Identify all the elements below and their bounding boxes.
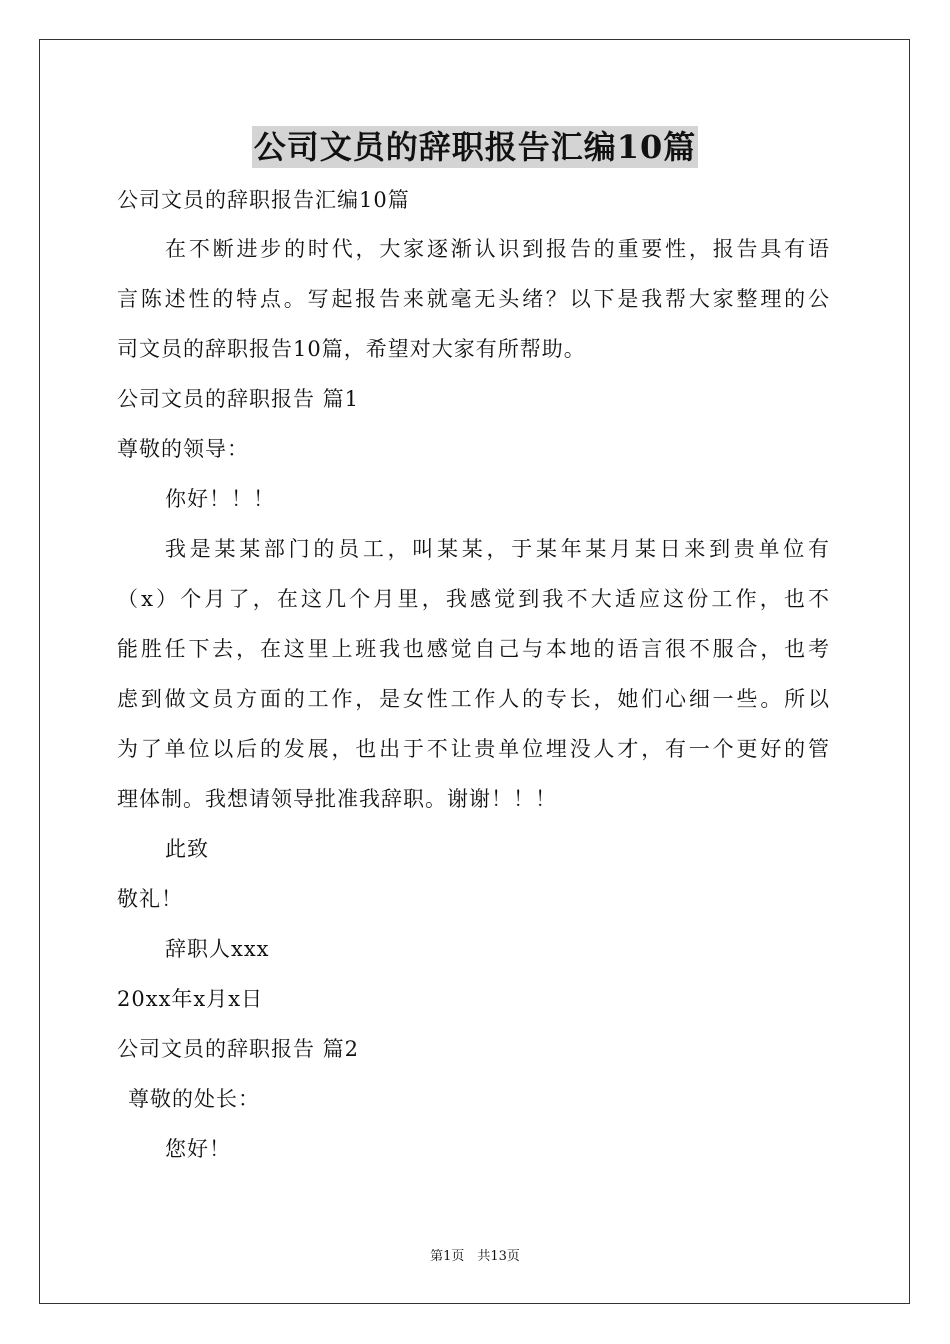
body-line-3: 能胜任下去，在这里上班我也感觉自己与本地的语言很不服合，也考 [117,637,830,661]
intro-line-1: 在不断进步的时代，大家逐渐认识到报告的重要性，报告具有语 [165,237,830,261]
section-heading-1: 公司文员的辞职报告 篇1 [117,387,360,411]
greeting-2: 您好！ [165,1137,231,1161]
salutation-1: 尊敬的领导： [117,437,249,461]
salutation-2: 尊敬的处长： [128,1087,260,1111]
body-line-2: （x）个月了，在这几个月里，我感觉到我不大适应这份工作，也不 [117,587,830,611]
date-line: 20xx年x月x日 [117,987,264,1011]
body-line-5: 为了单位以后的发展，也出于不让贵单位埋没人才，有一个更好的管 [117,737,830,761]
body-line-1: 我是某某部门的员工，叫某某，于某年某月某日来到贵单位有 [165,537,830,561]
body-line-4: 虑到做文员方面的工作，是女性工作人的专长，她们心细一些。所以 [117,687,830,711]
subtitle-line: 公司文员的辞职报告汇编10篇 [117,188,410,212]
intro-line-3: 司文员的辞职报告10篇，希望对大家有所帮助。 [117,337,586,361]
closing-cizhi: 此致 [165,837,209,861]
section-heading-2: 公司文员的辞职报告 篇2 [117,1037,360,1061]
greeting-1: 你好！！！ [165,487,275,511]
document-title: 公司文员的辞职报告汇编10篇 [253,128,697,166]
page-number-footer: 第1页 共13页 [430,1249,520,1264]
page-border [39,39,910,1304]
document-title-container [0,126,950,168]
closing-jingli: 敬礼！ [117,887,183,911]
intro-line-2: 言陈述性的特点。写起报告来就毫无头绪？以下是我帮大家整理的公 [117,287,830,311]
signature-line: 辞职人xxx [165,937,270,961]
body-line-6: 理体制。我想请领导批准我辞职。谢谢！！！ [117,787,557,811]
